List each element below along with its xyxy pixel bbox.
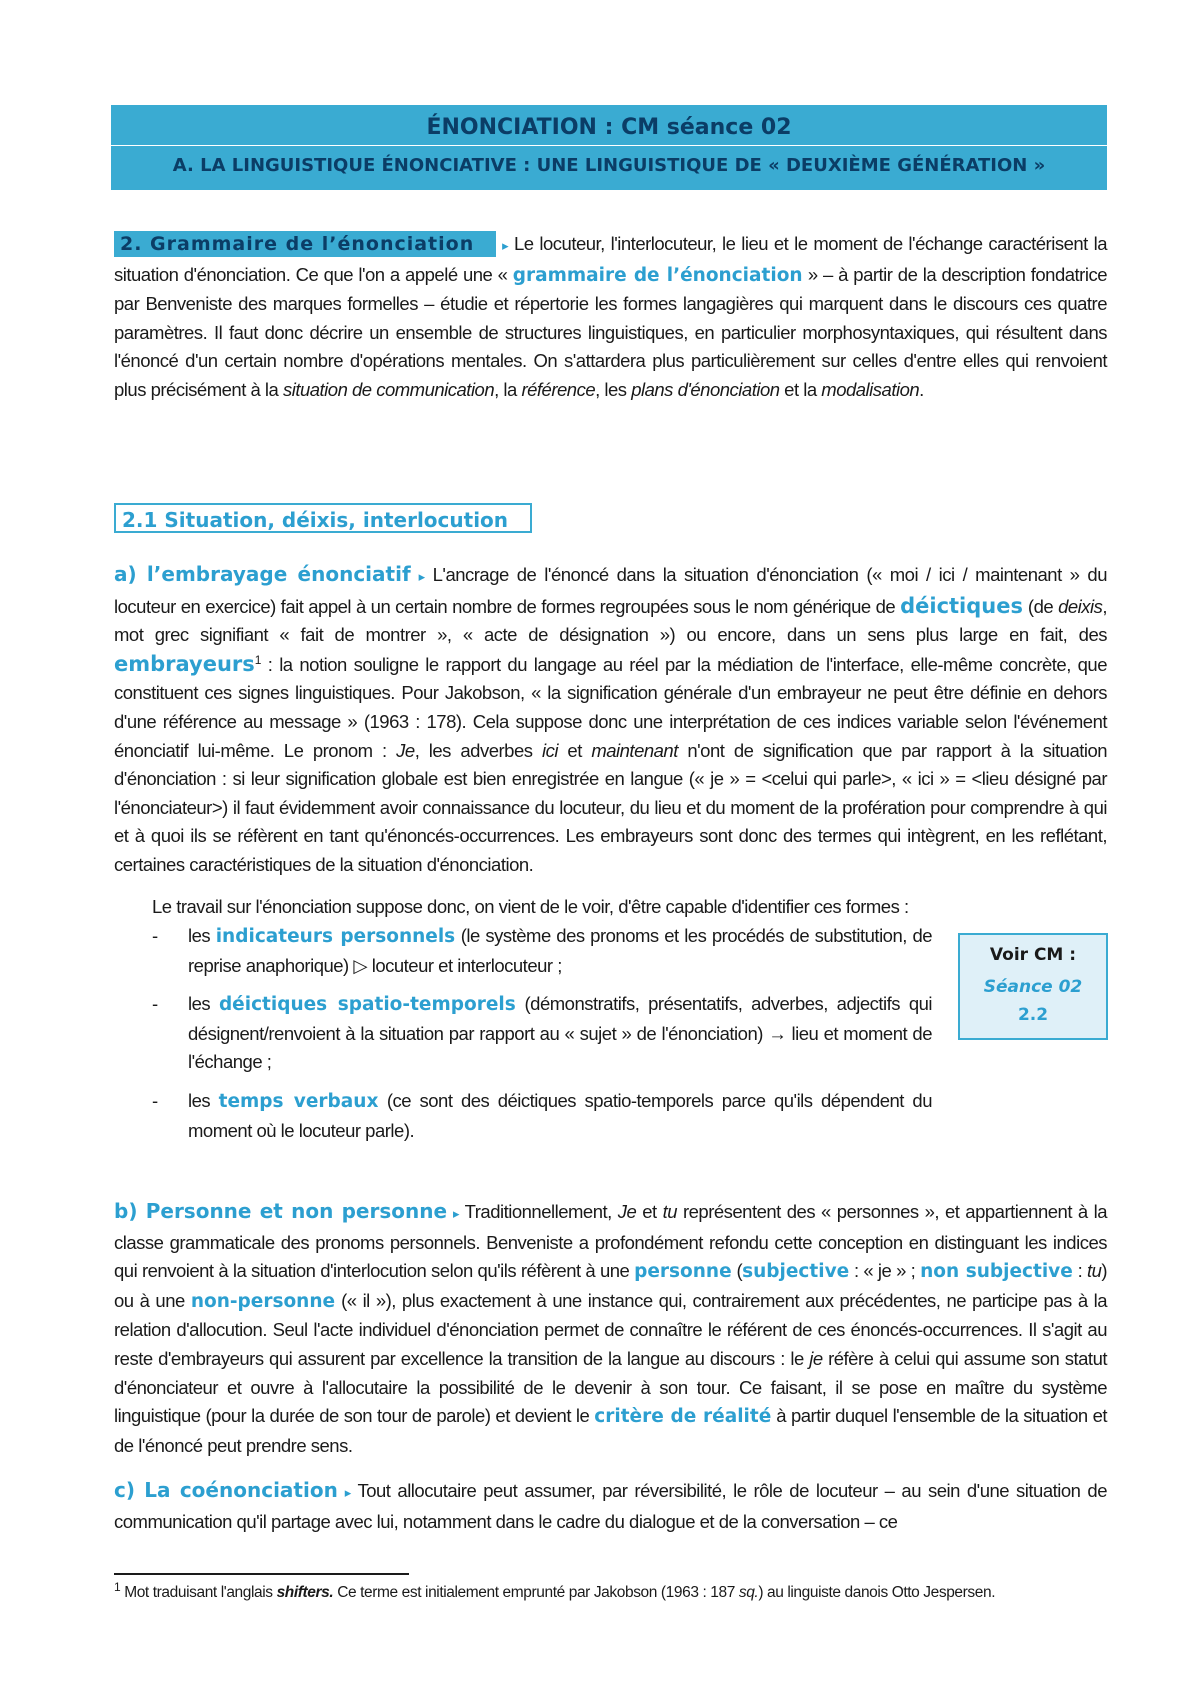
- italic-term: situation de communication: [282, 378, 495, 400]
- keyword: grammaire de l’énonciation: [512, 264, 803, 286]
- section-2-paragraph: [114, 230, 1107, 405]
- footnote: [114, 1579, 1104, 1603]
- list-dash: -: [152, 925, 158, 946]
- subheading-b: b) Personne et non personne: [114, 1199, 448, 1223]
- title-banner: [111, 105, 1107, 190]
- triangle-bullet-icon: ▸: [452, 1206, 460, 1221]
- text: Mot traduisant l'anglais: [124, 1584, 273, 1601]
- text: représentent des « personnes », et appartiennent à la classe grammaticale des pronoms personnels. Benveniste a profondément refondu cette conception en distinguant les indices qui renvoient à la situation d'interlocution selon qu'ils réfèrent à une: [114, 1201, 1108, 1282]
- see-also-session: Séance 02: [983, 977, 1083, 997]
- text: , la: [494, 378, 517, 400]
- paragraph-a: [114, 560, 1107, 880]
- italic-term: sq.: [738, 1584, 759, 1601]
- paragraph-c: [114, 1476, 1107, 1536]
- text: Ce terme est initialement emprunté par Jakobson (1963 : 187: [337, 1584, 735, 1601]
- title-divider: [111, 145, 1107, 146]
- text: » – à partir de la description fondatrice par Benveniste des marques formelles – étudie et répertorie les formes langagières qui marquent dans le discours ces quatre paramètres. Il faut donc décrire un ensemble de structures linguistiques, en particulier morphosyntaxiques, qui résultent dans l'énoncé d'un certain nombre d'opérations mentales. On s'attardera plus particulièrement sur celles d'entre elles qui renvoient plus précisément à la: [114, 263, 1107, 400]
- text: :: [1077, 1260, 1083, 1282]
- keyword: personne: [634, 1261, 732, 1283]
- italic-term: Je: [396, 739, 415, 761]
- keyword: embrayeurs: [114, 651, 255, 676]
- text: ) au linguiste danois Otto Jespersen.: [758, 1584, 996, 1601]
- triangle-bullet-icon: ▸: [502, 238, 509, 253]
- italic-term: ici: [541, 739, 558, 761]
- list-dash: -: [152, 1090, 158, 1111]
- text: Le locuteur, l'interlocuteur, le lieu et le moment de l'échange caractérisent la situation d'énonciation. Ce que l'on a appelé une «: [114, 233, 1108, 285]
- footnote-ref: 1: [254, 652, 261, 667]
- page-title: ÉNONCIATION : CM séance 02: [426, 115, 792, 140]
- see-also-label: Voir CM :: [989, 945, 1077, 965]
- keyword: non-personne: [190, 1290, 336, 1312]
- text: les: [188, 925, 211, 946]
- subheading-c: c) La coénonciation: [114, 1478, 338, 1502]
- keyword: non subjective: [920, 1261, 1073, 1283]
- section-2-1-heading: 2.1 Situation, déixis, interlocution: [114, 503, 532, 533]
- italic-term: tu: [662, 1201, 678, 1222]
- list-item: [152, 990, 932, 1077]
- text: (« il »), plus exactement à une instance qui, contrairement aux précédentes, ne participe pas à la relation d'allocution. Seul l'acte individuel d'énonciation permet de connaître le référent de ces énoncés-occurrences. Il s'agit au reste d'embrayeurs qui assurent par excellence la transition de la langue au discours : le: [114, 1289, 1108, 1369]
- text: réfère à celui qui assume son statut d'énonciateur et ouvre à l'allocutaire la possibilité de le devenir à son tour. Ce faisant, il se pose en maître du système linguistique (pour la durée de son tour de parole) et devient le: [114, 1347, 1107, 1427]
- section-2-heading: 2. Grammaire de l’énonciation: [114, 231, 496, 257]
- keyword: déictiques spatio-temporels: [218, 994, 516, 1015]
- text: Traditionnellement,: [464, 1201, 612, 1222]
- italic-term: modalisation: [821, 378, 920, 400]
- see-also-section: 2.2: [1017, 1005, 1049, 1025]
- text: ) ou à une: [114, 1260, 1108, 1311]
- italic-term: je: [809, 1347, 823, 1369]
- footnote-number: 1: [114, 1579, 121, 1594]
- keyword: indicateurs personnels: [215, 926, 456, 947]
- text: les: [188, 993, 211, 1014]
- triangle-bullet-icon: ▸: [418, 569, 425, 584]
- text: : « je » ;: [853, 1260, 916, 1282]
- text: , les adverbes: [414, 739, 533, 761]
- italic-term: deixis: [1058, 595, 1103, 617]
- list-item: [152, 922, 932, 980]
- paragraph-b: [114, 1197, 1107, 1460]
- text: et la: [784, 378, 817, 400]
- text: (de: [1027, 595, 1054, 617]
- text: n'ont de signification que par rapport à la situation d'énonciation : si leur signification globale est bien enregistrée en langue (« je » = <celui qui parle>, « ici » = <lieu désigné par l'énonciateur>) il faut évidemment avoir connaissance du locuteur, du lieu et du moment de la profération pour comprendre à qui et à quoi ils se réfèrent en tant qu'énoncés-occurrences. Les embrayeurs sont donc des termes qui intègrent, en les reflétant, certaines caractéristiques de la situation d'énonciation.: [114, 739, 1108, 875]
- see-also-box: [958, 933, 1108, 1040]
- text: Tout allocutaire peut assumer, par réversibilité, le rôle de locuteur – au sein d'une situation de communication qu'il partage avec lui, notamment dans le cadre du dialogue et de la conversation – ce: [114, 1480, 1107, 1532]
- list-dash: -: [152, 993, 158, 1014]
- text: .: [919, 378, 924, 400]
- intro-line: Le travail sur l'énonciation suppose donc, on vient de le voir, d'être capable d'identifier ces formes :: [152, 896, 909, 917]
- footnote-term: shifters.: [276, 1584, 334, 1601]
- italic-term: Je: [617, 1201, 637, 1222]
- text: et: [642, 1201, 657, 1222]
- italic-term: maintenant: [591, 739, 678, 761]
- text: à partir duquel l'ensemble de la situation et de l'énoncé peut prendre sens.: [114, 1405, 1108, 1456]
- text: , les: [595, 378, 627, 400]
- text: (le système des pronoms et les procédés de substitution, de reprise anaphorique) ▷ locuteur et interlocuteur ;: [188, 925, 933, 976]
- text: les: [188, 1090, 211, 1111]
- text: et: [567, 739, 582, 761]
- keyword: critère de réalité: [594, 1406, 772, 1428]
- text: (: [736, 1260, 743, 1282]
- italic-term: référence: [521, 378, 596, 400]
- text: : la notion souligne le rapport du langage au réel par la médiation de l'interface, elle-même concrète, que constituent ces signes linguistiques. Pour Jakobson, « la signification générale d'un embrayeur ne peut être définie en dehors d'une référence au message » (1963 : 178). Cela suppose donc une interprétation de ces indices variable selon l'événement énonciatif lui-même. Le pronom :: [114, 653, 1107, 761]
- page-subtitle: A. LA LINGUISTIQUE ÉNONCIATIVE : UNE LINGUISTIQUE DE « DEUXIÈME GÉNÉRATION »: [172, 155, 1046, 176]
- text: (ce sont des déictiques spatio-temporels parce qu'ils dépendent du moment où le locuteur parle).: [188, 1090, 932, 1141]
- text: L'ancrage de l'énoncé dans la situation d'énonciation (« moi / ici / maintenant » du locuteur en exercice) fait appel à un certain nombre de formes regroupées sous le nom générique de: [114, 564, 1108, 617]
- italic-term: plans d'énonciation: [631, 378, 780, 400]
- footnote-divider: [114, 1573, 409, 1575]
- keyword: temps verbaux: [218, 1091, 379, 1112]
- triangle-bullet-icon: ▸: [344, 1485, 351, 1500]
- text: (démonstratifs, présentatifs, adverbes, adjectifs qui désignent/renvoient à la situation par rapport au « sujet » de l'énonciation) → lieu et moment de l'échange ;: [188, 993, 933, 1073]
- subheading-a: a) l’embrayage énonciatif: [114, 562, 411, 586]
- keyword: subjective: [742, 1261, 850, 1283]
- keyword: déictiques: [900, 593, 1023, 618]
- list-item: [152, 1087, 932, 1145]
- italic-term: tu: [1086, 1260, 1102, 1282]
- text: , mot grec signifiant « fait de montrer », « acte de désignation ») ou encore, dans un sens plus large en fait, des: [114, 595, 1108, 646]
